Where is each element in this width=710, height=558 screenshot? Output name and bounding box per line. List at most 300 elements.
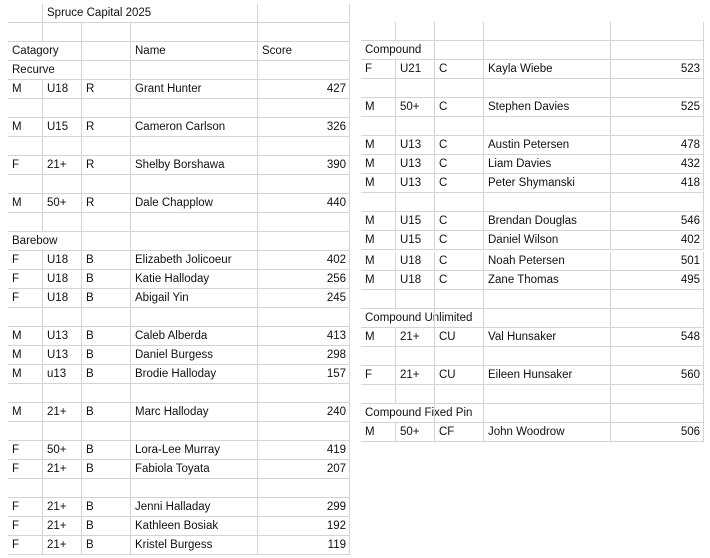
- class-cell: B: [81, 251, 130, 269]
- grid-edge: [349, 479, 350, 497]
- empty-cell: [130, 479, 257, 497]
- result-row: [8, 251, 350, 270]
- empty-cell: [434, 404, 483, 422]
- grid-edge: [349, 80, 350, 98]
- gender-cell: M: [365, 426, 375, 438]
- grid-edge: [703, 60, 704, 78]
- empty-cell: [81, 42, 130, 60]
- empty-cell: [130, 61, 257, 79]
- archer-name-cell: Kathleen Bosiak: [130, 517, 257, 535]
- empty-cell: [257, 4, 350, 22]
- score-cell: 256: [257, 270, 350, 288]
- grid-edge: [349, 289, 350, 307]
- age-group-cell: U18: [42, 289, 81, 307]
- age-group-cell: 21+: [42, 460, 81, 478]
- result-row: [361, 174, 704, 193]
- grid-edge: [349, 137, 350, 155]
- score-cell: 413: [257, 327, 350, 345]
- empty-cell: [610, 79, 704, 97]
- section-row: [361, 41, 704, 60]
- archer-name-cell: Katie Halloday: [130, 270, 257, 288]
- gender-cell: M: [365, 101, 375, 113]
- section-row: [361, 404, 704, 423]
- column-header-row: [8, 42, 350, 61]
- grid-edge: [703, 174, 704, 192]
- empty-cell: [434, 309, 483, 327]
- results-sheet-right-lower: [361, 252, 704, 442]
- section-row: [8, 61, 350, 80]
- class-cell: C: [434, 231, 483, 249]
- age-group-cell: 21+: [42, 156, 81, 174]
- empty-cell: [610, 309, 704, 327]
- archer-name-cell: Austin Petersen: [483, 136, 610, 154]
- score-cell: 427: [257, 80, 350, 98]
- age-group-cell: 50+: [395, 423, 434, 441]
- archer-name-cell: Eileen Hunsaker: [483, 366, 610, 384]
- score-cell: 419: [257, 441, 350, 459]
- blank-row: [8, 479, 350, 498]
- result-row: [361, 98, 704, 117]
- archer-name-cell: Caleb Alberda: [130, 327, 257, 345]
- class-cell: CF: [434, 423, 483, 441]
- blank-row: [361, 347, 704, 366]
- archer-name-cell: John Woodrow: [483, 423, 610, 441]
- score-cell: 560: [610, 366, 704, 384]
- grid-edge: [349, 384, 350, 402]
- empty-cell: [395, 193, 434, 211]
- gender-cell: M: [365, 255, 375, 267]
- archer-name-cell: Noah Petersen: [483, 252, 610, 270]
- score-cell: 326: [257, 118, 350, 136]
- grid-edge: [349, 61, 350, 79]
- grid-edge: [349, 422, 350, 440]
- class-cell: B: [81, 441, 130, 459]
- empty-cell: [361, 385, 395, 403]
- empty-cell: [130, 422, 257, 440]
- gender-cell: F: [12, 444, 20, 456]
- grid-edge: [349, 517, 350, 535]
- age-group-cell: U21: [395, 60, 434, 78]
- gender-cell: F: [12, 292, 20, 304]
- result-row: [8, 517, 350, 536]
- empty-cell: [257, 422, 350, 440]
- blank-row: [8, 308, 350, 327]
- result-row: [8, 289, 350, 308]
- result-row: [361, 231, 704, 250]
- blank-row: [361, 22, 704, 41]
- empty-cell: [395, 117, 434, 135]
- age-group-cell: U13: [42, 327, 81, 345]
- archer-name-cell: Shelby Borshawa: [130, 156, 257, 174]
- age-group-cell: u13: [42, 365, 81, 383]
- age-group-cell: 21+: [42, 517, 81, 535]
- archer-name-cell: Stephen Davies: [483, 98, 610, 116]
- grid-edge: [349, 118, 350, 136]
- empty-cell: [257, 308, 350, 326]
- archer-name-cell: Elizabeth Jolicoeur: [130, 251, 257, 269]
- empty-cell: [130, 308, 257, 326]
- empty-cell: [395, 22, 434, 40]
- archer-name-cell: Peter Shymanski: [483, 174, 610, 192]
- class-cell: R: [81, 80, 130, 98]
- empty-cell: [81, 308, 130, 326]
- empty-cell: [483, 347, 610, 365]
- score-cell: 418: [610, 174, 704, 192]
- empty-cell: [42, 384, 81, 402]
- empty-cell: [8, 384, 42, 402]
- grid-edge: [349, 327, 350, 345]
- gender-cell: F: [365, 63, 373, 75]
- sheet-title: Spruce Capital 2025: [42, 4, 257, 22]
- class-cell: B: [81, 365, 130, 383]
- grid-edge: [703, 252, 704, 270]
- grid-edge: [349, 403, 350, 421]
- grid-edge: [349, 498, 350, 516]
- section-label: Recurve: [12, 64, 55, 76]
- grid-edge: [703, 404, 704, 422]
- gender-cell: F: [12, 539, 20, 551]
- archer-name-cell: Zane Thomas: [483, 271, 610, 289]
- empty-cell: [130, 137, 257, 155]
- archer-name-cell: Brendan Douglas: [483, 212, 610, 230]
- blank-row: [361, 79, 704, 98]
- gender-cell: M: [365, 274, 375, 286]
- empty-cell: [361, 117, 395, 135]
- score-cell: 506: [610, 423, 704, 441]
- grid-edge: [703, 155, 704, 173]
- result-row: [8, 498, 350, 517]
- empty-cell: [130, 99, 257, 117]
- empty-cell: [8, 137, 42, 155]
- empty-cell: [434, 117, 483, 135]
- class-cell: C: [434, 271, 483, 289]
- result-row: [361, 212, 704, 231]
- gender-cell: F: [12, 501, 20, 513]
- empty-cell: [257, 61, 350, 79]
- empty-cell: [42, 137, 81, 155]
- class-cell: B: [81, 536, 130, 554]
- empty-cell: [361, 79, 395, 97]
- empty-cell: [483, 117, 610, 135]
- empty-cell: [483, 41, 610, 59]
- result-row: [8, 270, 350, 289]
- grid-edge: [349, 23, 350, 41]
- gender-cell: F: [12, 520, 20, 532]
- age-group-cell: U13: [395, 174, 434, 192]
- empty-cell: [42, 23, 81, 41]
- score-cell: 432: [610, 155, 704, 173]
- class-cell: C: [434, 174, 483, 192]
- age-group-cell: 21+: [42, 536, 81, 554]
- empty-cell: [361, 193, 395, 211]
- empty-cell: [395, 79, 434, 97]
- empty-cell: [130, 175, 257, 193]
- age-group-cell: 21+: [395, 328, 434, 346]
- empty-cell: [257, 232, 350, 250]
- grid-edge: [349, 460, 350, 478]
- empty-cell: [42, 422, 81, 440]
- archer-name-cell: Kayla Wiebe: [483, 60, 610, 78]
- result-row: [8, 536, 350, 555]
- score-cell: 240: [257, 403, 350, 421]
- age-group-cell: 21+: [42, 403, 81, 421]
- class-cell: B: [81, 403, 130, 421]
- section-label: Barebow: [12, 235, 58, 247]
- gender-cell: F: [365, 369, 373, 381]
- result-row: [8, 346, 350, 365]
- empty-cell: [483, 22, 610, 40]
- empty-cell: [8, 23, 42, 41]
- empty-cell: [81, 232, 130, 250]
- archer-name-cell: Daniel Burgess: [130, 346, 257, 364]
- result-row: [8, 194, 350, 213]
- section-row: [361, 309, 704, 328]
- result-row: [8, 365, 350, 384]
- age-group-cell: U18: [395, 271, 434, 289]
- empty-cell: [8, 4, 42, 22]
- age-group-cell: U15: [395, 231, 434, 249]
- gender-cell: M: [12, 83, 22, 95]
- grid-edge: [349, 232, 350, 250]
- age-group-cell: U18: [42, 80, 81, 98]
- score-cell: 548: [610, 328, 704, 346]
- empty-cell: [610, 193, 704, 211]
- empty-cell: [610, 385, 704, 403]
- gender-cell: M: [365, 177, 375, 189]
- empty-cell: [8, 479, 42, 497]
- gender-cell: M: [12, 368, 22, 380]
- results-sheet-right-upper: [361, 22, 704, 250]
- grid-edge: [703, 22, 704, 40]
- score-cell: 299: [257, 498, 350, 516]
- blank-row: [8, 422, 350, 441]
- grid-edge: [703, 290, 704, 308]
- empty-cell: [610, 347, 704, 365]
- result-row: [8, 80, 350, 99]
- empty-cell: [361, 22, 395, 40]
- empty-cell: [42, 213, 81, 231]
- archer-name-cell: Grant Hunter: [130, 80, 257, 98]
- empty-cell: [257, 23, 350, 41]
- score-cell: 523: [610, 60, 704, 78]
- grid-edge: [349, 99, 350, 117]
- blank-row: [8, 175, 350, 194]
- results-sheet-left: [8, 4, 350, 555]
- class-cell: R: [81, 156, 130, 174]
- result-row: [361, 423, 704, 442]
- gender-cell: M: [12, 121, 22, 133]
- gender-cell: F: [12, 254, 20, 266]
- score-cell: 525: [610, 98, 704, 116]
- grid-edge: [703, 193, 704, 211]
- empty-cell: [8, 175, 42, 193]
- gender-cell: M: [365, 234, 375, 246]
- gender-cell: M: [12, 349, 22, 361]
- score-cell: 501: [610, 252, 704, 270]
- result-row: [8, 460, 350, 479]
- age-group-cell: U18: [42, 251, 81, 269]
- empty-cell: [361, 290, 395, 308]
- archer-name-cell: Kristel Burgess: [130, 536, 257, 554]
- grid-edge: [703, 423, 704, 441]
- score-cell: 440: [257, 194, 350, 212]
- gender-cell: M: [365, 215, 375, 227]
- class-cell: B: [81, 289, 130, 307]
- archer-name-cell: Liam Davies: [483, 155, 610, 173]
- empty-cell: [257, 99, 350, 117]
- empty-cell: [434, 385, 483, 403]
- empty-cell: [81, 479, 130, 497]
- empty-cell: [483, 290, 610, 308]
- score-cell: 402: [610, 231, 704, 249]
- score-cell: 478: [610, 136, 704, 154]
- grid-edge: [703, 328, 704, 346]
- score-cell: 207: [257, 460, 350, 478]
- empty-cell: [257, 137, 350, 155]
- grid-edge: [703, 117, 704, 135]
- gender-cell: M: [12, 406, 22, 418]
- empty-cell: [42, 99, 81, 117]
- result-row: [361, 366, 704, 385]
- grid-edge: [349, 251, 350, 269]
- archer-name-cell: Marc Halloday: [130, 403, 257, 421]
- grid-edge: [349, 346, 350, 364]
- class-cell: C: [434, 155, 483, 173]
- class-cell: C: [434, 252, 483, 270]
- age-group-cell: 50+: [42, 194, 81, 212]
- score-cell: 245: [257, 289, 350, 307]
- empty-cell: [81, 384, 130, 402]
- empty-cell: [434, 347, 483, 365]
- score-cell: 390: [257, 156, 350, 174]
- empty-cell: [130, 384, 257, 402]
- empty-cell: [8, 422, 42, 440]
- grid-edge: [703, 347, 704, 365]
- result-row: [8, 403, 350, 422]
- archer-name-cell: Val Hunsaker: [483, 328, 610, 346]
- empty-cell: [81, 175, 130, 193]
- empty-cell: [42, 479, 81, 497]
- archer-name-cell: Cameron Carlson: [130, 118, 257, 136]
- blank-row: [361, 385, 704, 404]
- empty-cell: [483, 79, 610, 97]
- grid-edge: [703, 79, 704, 97]
- result-row: [361, 328, 704, 347]
- class-cell: CU: [434, 328, 483, 346]
- score-cell: 402: [257, 251, 350, 269]
- gender-cell: M: [365, 331, 375, 343]
- empty-cell: [395, 347, 434, 365]
- result-row: [361, 155, 704, 174]
- archer-name-cell: Daniel Wilson: [483, 231, 610, 249]
- age-group-cell: 21+: [395, 366, 434, 384]
- grid-edge: [703, 98, 704, 116]
- empty-cell: [8, 308, 42, 326]
- age-group-cell: U13: [395, 155, 434, 173]
- grid-edge: [349, 213, 350, 231]
- class-cell: B: [81, 327, 130, 345]
- age-group-cell: U15: [42, 118, 81, 136]
- blank-row: [8, 213, 350, 232]
- empty-cell: [434, 22, 483, 40]
- gender-cell: M: [365, 139, 375, 151]
- grid-edge: [703, 366, 704, 384]
- class-cell: B: [81, 270, 130, 288]
- name-header: Name: [130, 42, 257, 60]
- result-row: [8, 441, 350, 460]
- blank-row: [8, 23, 350, 42]
- result-row: [361, 60, 704, 79]
- blank-row: [8, 137, 350, 156]
- class-cell: B: [81, 346, 130, 364]
- empty-cell: [81, 213, 130, 231]
- empty-cell: [257, 479, 350, 497]
- score-cell: 546: [610, 212, 704, 230]
- score-cell: 298: [257, 346, 350, 364]
- grid-edge: [349, 156, 350, 174]
- empty-cell: [434, 290, 483, 308]
- age-group-cell: 50+: [42, 441, 81, 459]
- grid-edge: [703, 271, 704, 289]
- empty-cell: [257, 175, 350, 193]
- archer-name-cell: Fabiola Toyata: [130, 460, 257, 478]
- empty-cell: [81, 422, 130, 440]
- age-group-cell: 21+: [42, 498, 81, 516]
- result-row: [8, 118, 350, 137]
- result-row: [361, 252, 704, 271]
- class-cell: C: [434, 98, 483, 116]
- grid-edge: [349, 270, 350, 288]
- section-label: Compound Fixed Pin: [365, 407, 473, 419]
- blank-row: [361, 193, 704, 212]
- score-header: Score: [257, 42, 350, 60]
- empty-cell: [395, 290, 434, 308]
- empty-cell: [8, 213, 42, 231]
- empty-cell: [434, 193, 483, 211]
- result-row: [8, 156, 350, 175]
- sheet-title-row: [8, 4, 350, 23]
- score-cell: 192: [257, 517, 350, 535]
- empty-cell: [610, 117, 704, 135]
- grid-edge: [703, 231, 704, 249]
- grid-edge: [349, 194, 350, 212]
- archer-name-cell: Brodie Halloday: [130, 365, 257, 383]
- grid-edge: [703, 136, 704, 154]
- age-group-cell: 50+: [395, 98, 434, 116]
- grid-edge: [703, 309, 704, 327]
- grid-edge: [349, 365, 350, 383]
- grid-edge: [703, 41, 704, 59]
- empty-cell: [483, 309, 610, 327]
- age-group-cell: U15: [395, 212, 434, 230]
- empty-cell: [610, 290, 704, 308]
- empty-cell: [130, 23, 257, 41]
- score-cell: 495: [610, 271, 704, 289]
- grid-edge: [349, 4, 350, 22]
- class-cell: R: [81, 118, 130, 136]
- empty-cell: [610, 22, 704, 40]
- gender-cell: M: [365, 158, 375, 170]
- score-cell: 157: [257, 365, 350, 383]
- archer-name-cell: Dale Chapplow: [130, 194, 257, 212]
- result-row: [361, 271, 704, 290]
- empty-cell: [483, 193, 610, 211]
- grid-edge: [349, 42, 350, 60]
- class-cell: C: [434, 136, 483, 154]
- empty-cell: [81, 99, 130, 117]
- gender-cell: M: [12, 197, 22, 209]
- class-cell: C: [434, 212, 483, 230]
